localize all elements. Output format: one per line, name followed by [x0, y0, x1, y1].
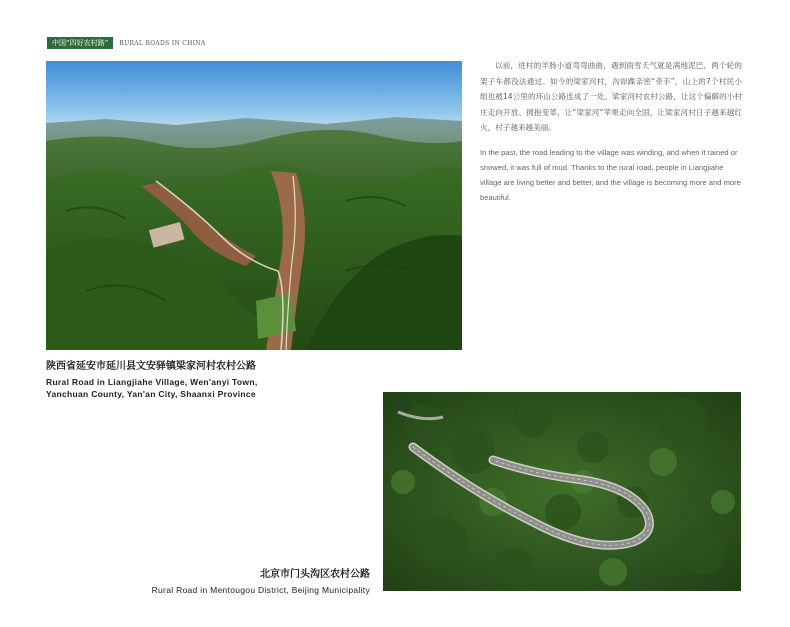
photo2-caption: [100, 568, 370, 596]
photo1-caption-en-line1: Rural Road in Liangjiahe Village, Wen'anyi Town,: [46, 377, 258, 387]
body-text-zh: 以前，进村的羊肠小道弯弯曲曲，遇到雨雪天气就是满地泥巴，两个轮的架子车都没法通过。如今的梁家河村，沟峁蹀亲密“牵手”，山上的7个村民小组也被14公里的环山公路连成了一处。梁家河村农村公路，让这个偏僻的小村庄走向开放、拥抱变革，让“梁家河”苹果走向全国，让梁家河村日子越来越红火，村子越来越美丽。: [480, 61, 742, 132]
photo2-caption-en: Rural Road in Mentougou District, Beijing Municipality: [151, 585, 370, 595]
photo-mentougou-road: [383, 392, 741, 591]
series-label-en: RURAL ROADS IN CHINA: [119, 39, 206, 47]
photo2-caption-zh: 北京市门头沟区农村公路: [260, 569, 370, 580]
photo1-caption-zh: 陕西省延安市延川县文安驿镇梁家河村农村公路: [46, 361, 256, 372]
series-label: 中国“四好农村路”: [47, 37, 113, 49]
page-header: [47, 37, 205, 49]
photo-liangjiahe-valley: [46, 61, 462, 350]
photo1-caption-en-line2: Yanchuan County, Yan'an City, Shaanxi Province: [46, 389, 256, 399]
valley-landscape-image: [46, 61, 462, 350]
hairpin-road-image: [383, 392, 741, 591]
photo1-caption: [46, 360, 376, 400]
body-text-en: In the past, the road leading to the village was winding, and when it rained or snowed, it was full of mud. Thanks to the rural road, people in Liangjiahe village are living better and better, and the village is becoming more and more beautiful.: [480, 148, 741, 202]
